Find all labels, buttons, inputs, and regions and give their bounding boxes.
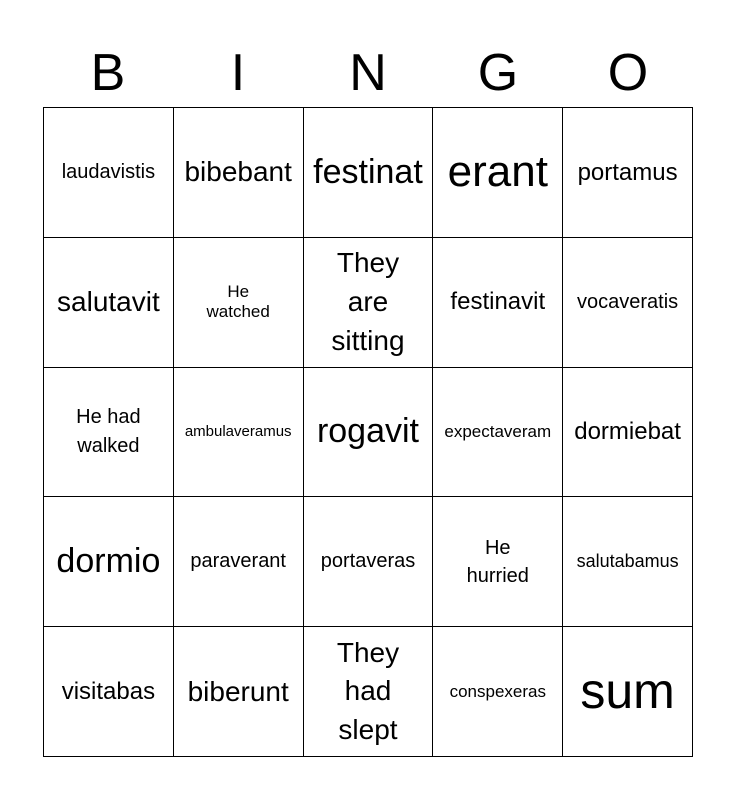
cell-text: He had walked (76, 405, 141, 457)
cell-text: vocaveratis (577, 290, 679, 313)
cell-text: salutavit (57, 286, 160, 318)
bingo-cell[interactable] (433, 237, 563, 367)
cell-text: He watched (206, 282, 270, 321)
bingo-cell[interactable] (44, 497, 174, 627)
cell-text: sum (580, 662, 675, 719)
cell-text: festinavit (450, 288, 546, 316)
board-row (44, 367, 693, 497)
cell-text: visitabas (61, 677, 156, 705)
board-row (44, 497, 693, 627)
cell-text: paraverant (190, 550, 286, 573)
bingo-cell[interactable] (44, 627, 174, 757)
header-letter-b: B (90, 44, 126, 102)
bingo-cell[interactable] (173, 237, 303, 367)
cell-text: They had slept (336, 636, 400, 745)
cell-text: ambulaveramus (184, 422, 292, 440)
bingo-board (43, 107, 693, 757)
board-row (44, 237, 693, 367)
cell-text: festinat (313, 152, 423, 191)
cell-text: They are sitting (331, 247, 405, 356)
bingo-cell[interactable] (563, 237, 693, 367)
bingo-cell[interactable] (433, 367, 563, 497)
cell-text: conspexeras (449, 681, 546, 701)
header-letter-n: N (349, 44, 387, 102)
header-letter-g: G (477, 44, 519, 102)
bingo-cell[interactable] (563, 367, 693, 497)
bingo-cell[interactable] (173, 497, 303, 627)
bingo-cell[interactable] (563, 497, 693, 627)
bingo-cell[interactable] (433, 627, 563, 757)
cell-text: erant (447, 147, 548, 197)
cell-text: laudavistis (61, 160, 156, 183)
bingo-cell[interactable] (303, 367, 433, 497)
cell-text: dormiebat (574, 418, 681, 446)
bingo-cell[interactable] (433, 108, 563, 238)
bingo-cell[interactable] (44, 108, 174, 238)
header-letter-o: O (607, 44, 649, 102)
cell-text: He hurried (466, 536, 529, 587)
header-letter-i: I (230, 44, 246, 102)
cell-text: portaveras (320, 550, 416, 573)
cell-text: bibebant (184, 156, 292, 188)
bingo-cell[interactable] (433, 497, 563, 627)
bingo-cell[interactable] (563, 108, 693, 238)
bingo-cell[interactable] (44, 367, 174, 497)
bingo-cell[interactable] (303, 108, 433, 238)
cell-text: rogavit (316, 412, 420, 451)
bingo-cell[interactable] (303, 237, 433, 367)
cell-text: biberunt (187, 675, 289, 707)
board-row (44, 108, 693, 238)
board-row (44, 627, 693, 757)
bingo-cell[interactable] (173, 627, 303, 757)
bingo-cell[interactable] (303, 627, 433, 757)
cell-text: portamus (577, 158, 678, 186)
bingo-cell[interactable] (563, 627, 693, 757)
bingo-cell[interactable] (173, 108, 303, 238)
bingo-header (43, 40, 693, 106)
bingo-cell[interactable] (173, 367, 303, 497)
cell-text: salutabamus (576, 551, 679, 572)
cell-text: expectaveram (444, 421, 552, 441)
cell-text: dormio (56, 542, 161, 581)
bingo-cell[interactable] (303, 497, 433, 627)
bingo-cell[interactable] (44, 237, 174, 367)
